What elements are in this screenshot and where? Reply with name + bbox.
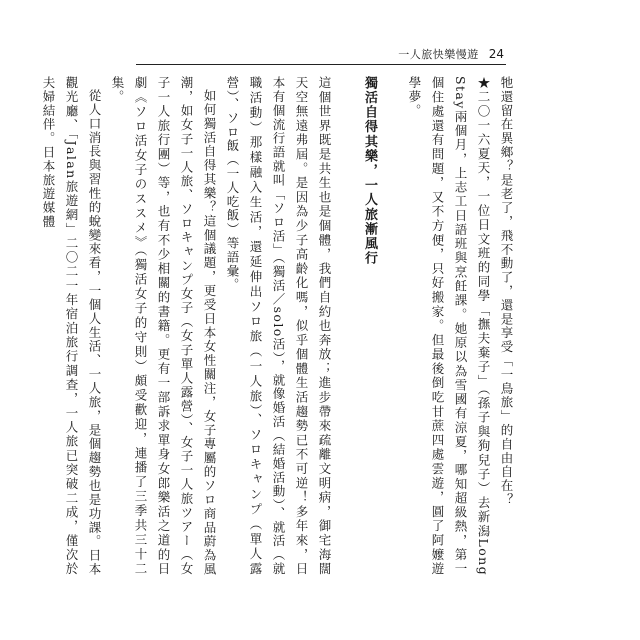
paragraph: 這個世界既是共生也是個體，我們自約也奔放；進步帶來疏離文明病，御宅海闊天空無遠弗屆。是因為少子高齡化嗎，似乎個體生活趨勢已不可逆！多年來，日本有個流行語就叫「ソロ活」（獨活／solo活），就像婚活（結婚活動）、就活（就職活動）那樣融入生活，還延伸出ソロ旅（一人旅）、ソロキャンプ（單人露營）、ソロ飯（一人吃飯）等語彙。 xyxy=(225,76,332,576)
paragraph-continuation: 牠還留在異鄉？是老了，飛不動了，還是享受「一鳥旅」的自由自在？ xyxy=(499,76,514,507)
section-gap xyxy=(391,76,403,576)
paragraph-anecdote: ★二〇一六夏天，一位日文班的同學「撫夫棄子」（孫子與狗兒子）去新潟Long Stay兩個月，上志工日語班與烹飪課。她原以為雪國有涼夏，哪知超級熱，第一個住處還有問題，又不方便，只好搬家。但最後倒吃甘蔗四處雲遊，圓了阿嬤遊學夢。 xyxy=(407,76,491,576)
section-gap xyxy=(336,76,348,576)
header-rule xyxy=(136,64,506,65)
vertical-text-body xyxy=(41,76,518,576)
paragraph: 從人口消長與習性的蛻變來看，一個人生活、一人旅，是個趨勢也是功課。日本觀光廳、「Jalan旅遊網」二〇二一年宿泊旅行調查，一人旅已突破二成，僅次於夫婦結伴。日本旅遊媒體 xyxy=(41,76,102,576)
section-heading: 獨活自得其樂，一人旅漸風行 xyxy=(362,76,377,266)
running-title: 一人旅快樂慢遊 xyxy=(398,48,479,61)
running-header xyxy=(398,46,504,62)
paragraph: 如何獨活自得其樂？這個議題，更受日本女性關注，女子專屬的ソロ商品蔚為風潮，如女子一人旅、ソロキャンプ女子（女子單人露營）、女子一人旅ツアー（女子一人旅行團）等，也有不少相關的書籍。更有一部訴求單身女郎樂活之道的日劇《ソロ活女子のススメ》（獨活女子的守則）頗受歡迎，連播了三季共三十二集。 xyxy=(110,76,217,576)
page-number: 24 xyxy=(488,47,504,61)
